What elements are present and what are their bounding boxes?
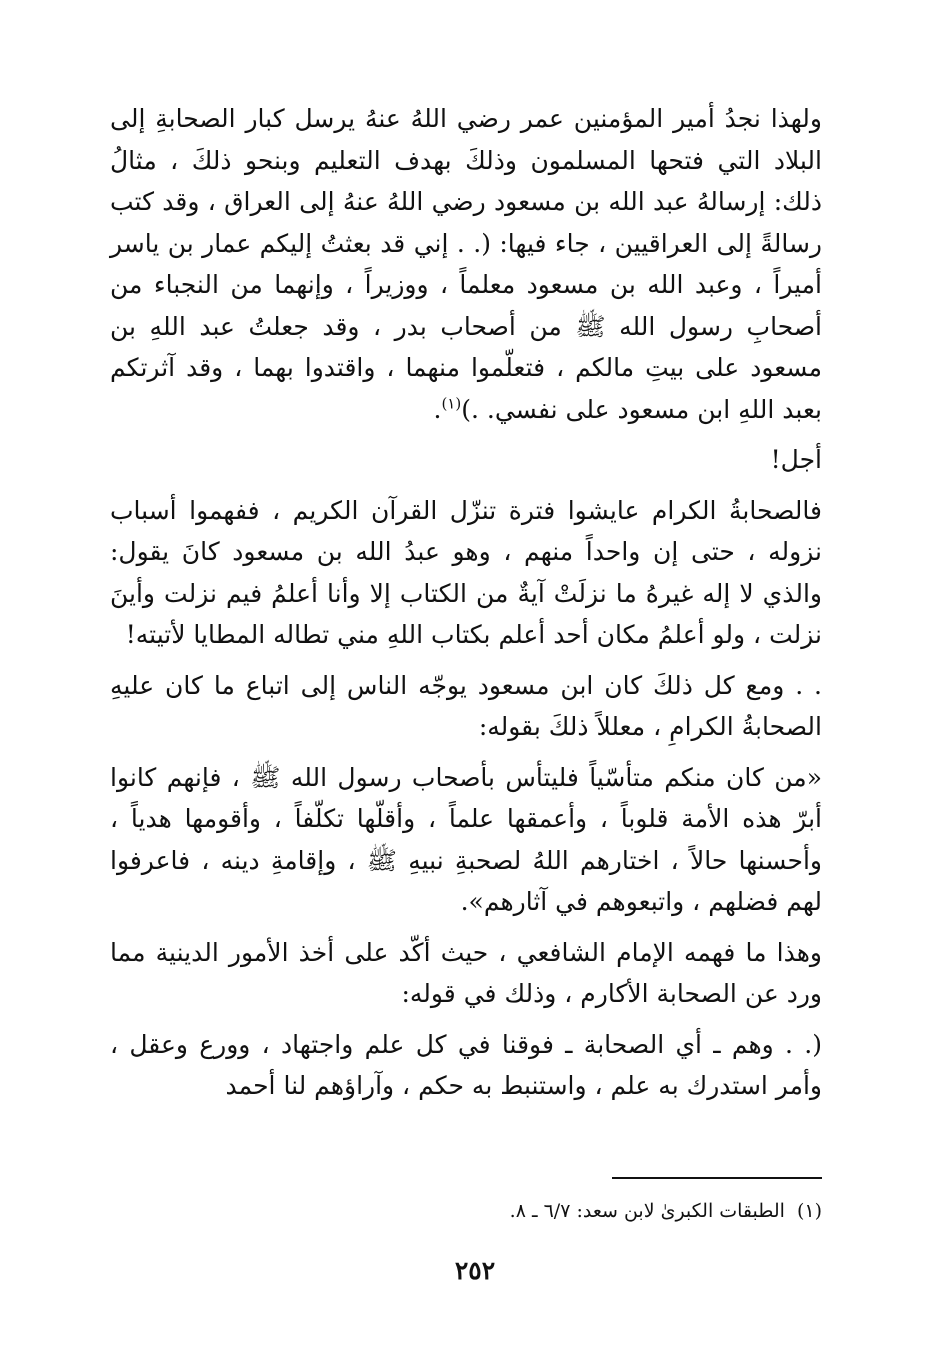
footnote-number: (١) <box>796 1200 822 1222</box>
footnote-text: الطبقات الكبرىٰ لابن سعد: ٦/٧ ـ ٨. <box>509 1200 785 1222</box>
paragraph-shafii: وهذا ما فهمه الإمام الشافعي ، حيث أكّد على أخذ الأمور الدينية مما ورد عن الصحابة الأكارم ، وذلك في قوله: <box>110 937 822 1008</box>
footnote <box>360 1196 822 1226</box>
paragraph-ajal: أجل! <box>770 445 822 474</box>
page-number: ٢٥٢ <box>454 1256 496 1285</box>
paragraph-shafii-quote: (. . وهم ـ أي الصحابة ـ فوقنا في كل علم واجتهاد ، وورع وعقل ، وأمر استدرك به علم ، واستنبط به حكم ، وآراؤهم لنا أحمد <box>110 1029 822 1100</box>
paragraph-umar-letter <box>110 98 822 430</box>
paragraph-companions: فالصحابةُ الكرام عايشوا فترة تنزّل القرآن الكريم ، ففهموا أسباب نزوله ، حتى إن واحداً منهم ، وهو عبدُ الله بن مسعود كانَ يقول: والذي لا إله غيرهُ ما نزلَتْ آيةٌ من الكتاب إلا وأنا أعلمُ فيم نزلت وأينَ نزلت ، ولو أعلمُ مكان أحد أعلم بكتاب اللهِ مني تطاله المطايا لأتيته! <box>110 495 822 649</box>
main-text <box>110 98 822 1107</box>
footnote-reference[interactable]: (١) <box>441 394 462 413</box>
footnote-divider <box>612 1177 822 1179</box>
paragraph-ibn-masud: . . ومع كل ذلكَ كان ابن مسعود يوجّه الناس إلى اتباع ما كان عليهِ الصحابةُ الكرامِ ، معللاً ذلكَ بقوله: <box>110 670 822 741</box>
paragraph-1-text: ولهذا نجدُ أمير المؤمنين عمر رضي اللهُ عنهُ يرسل كبار الصحابةِ إلى البلاد التي فتحها المسلمون وذلكَ بهدف التعليم وبنحو ذلكَ ، مثالُ ذلك: إرسالهُ عبد الله بن مسعود رضي اللهُ عنهُ إلى العراق ، وقد كتب رسالةً إلى العراقيين ، جاء فيها: (. . إني قد بعثتُ إليكم عمار بن ياسر أميراً ، وعبد الله بن مسعود معلماً ، ووزيراً ، وإنهما من النجباء من أصحابِ رسول الله ﷺ من أصحاب بدر ، وقد جعلتُ عبد اللهِ بن مسعود على بيتِ مالكم ، فتعلّموا منهما ، واقتدوا بهما ، وقد آثرتكم بعبد اللهِ ابن مسعود على نفسي. .) <box>110 104 822 424</box>
paragraph-1-end: . <box>433 394 442 424</box>
paragraph-quote: «من كان منكم متأسّياً فليتأس بأصحاب رسول الله ﷺ ، فإنهم كانوا أبرّ هذه الأمة قلوباً ، وأعمقها علماً ، وأقلّها تكلّفاً ، وأقومها هدياً ، وأحسنها حالاً ، اختارهم اللهُ لصحبةِ نبيهِ ﷺ ، وإقامةِ دينه ، فاعرفوا لهم فضلهم ، واتبعوهم في آثارهم». <box>110 762 822 916</box>
